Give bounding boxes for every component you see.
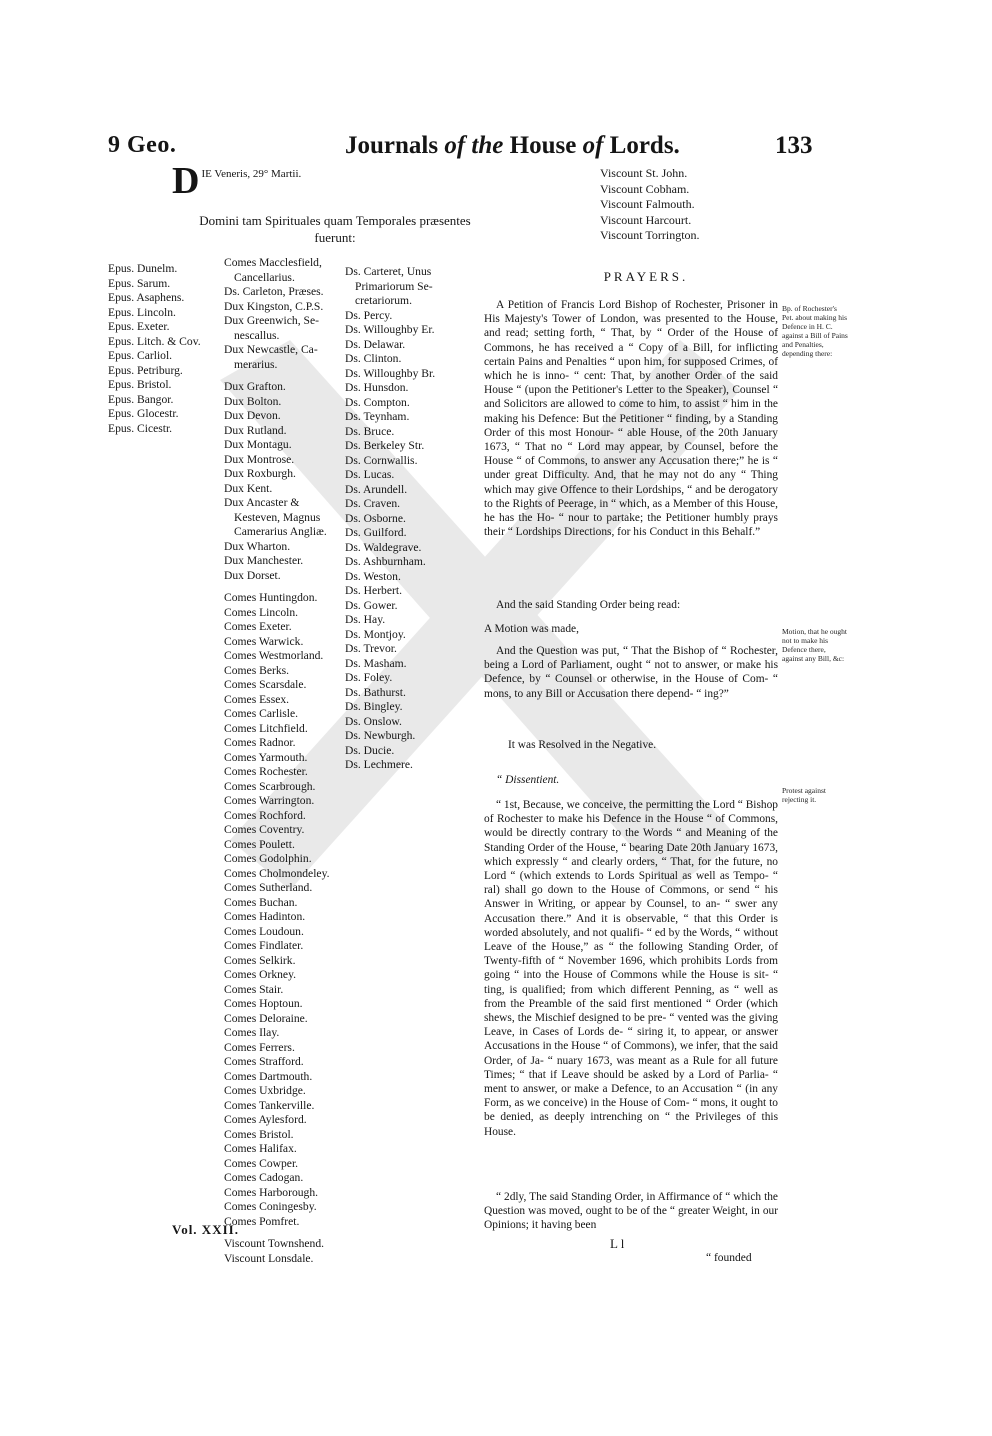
sitting-date [172,160,302,202]
list-item: Ds. Compton. [345,395,410,409]
list-item: Ds. Masham. [345,656,407,670]
list-item: Ds. Berkeley Str. [345,439,425,452]
list-item: Viscount Harcourt. [600,212,692,227]
list-item: Comes Warwick. [224,634,304,648]
list-item: Comes Rochester. [224,765,308,778]
title-word-house: House [509,132,577,159]
list-item: Comes Exeter. [224,620,292,633]
question-paragraph [484,644,778,709]
list-gap [224,372,330,380]
bishops-list [108,262,201,436]
list-item: Ds. Carleton, Præses. [224,285,324,298]
list-item: Comes Selkirk. [224,953,296,967]
list-item: Epus. Bristol. [108,378,172,391]
list-item: Comes Westmorland. [224,649,324,662]
list-item: Epus. Cicestr. [108,421,173,435]
list-item: Ds. Ashburnham. [345,555,426,568]
dukes-earls-list [224,256,330,1266]
reason-two [484,1190,778,1241]
list-item: Ds. Gower. [345,598,398,612]
list-item: Ds. Onslow. [345,714,402,728]
list-item: Comes Hoptoun. [224,997,303,1010]
list-item: Ds. Bingley. [345,700,403,713]
list-item: Ds. Carteret, Unus [345,265,432,278]
list-item: Dux Kent. [224,481,273,495]
list-item: Comes Ilay. [224,1026,280,1039]
list-item: Ds. Craven. [345,497,401,510]
list-item: Comes Stair. [224,982,284,996]
petition-paragraph [484,298,778,547]
list-item: Comes Cowper. [224,1156,299,1170]
list-item: Ds. Weston. [345,569,401,583]
list-item: Epus. Bangor. [108,392,174,406]
list-item: Viscount Torrington. [600,228,700,242]
list-item: Comes Hadinton. [224,910,306,923]
list-item: Comes Poulett. [224,837,295,851]
list-item: Comes Findlater. [224,939,304,952]
list-item: Comes Deloraine. [224,1011,308,1025]
list-item: Ds. Herbert. [345,584,402,597]
list-item: Dux Devon. [224,409,281,422]
list-item: Comes Lincoln. [224,605,299,619]
title-word-journals: Journals [345,132,439,159]
signature-mark: L l [610,1236,625,1251]
standing-order-read [484,598,778,620]
list-item: Comes Buchan. [224,895,298,909]
list-item: Comes Huntingdon. [224,591,318,604]
list-item: merarius. [234,357,278,371]
list-item: Comes Coventry. [224,823,305,836]
list-item: Comes Warrington. [224,794,315,807]
list-item: Comes Strafford. [224,1055,304,1068]
list-item: Comes Scarsdale. [224,678,307,691]
margin-note-protest: Protest against rejecting it. [782,786,826,804]
drop-cap: D [172,160,200,202]
standing-order-read-text: And the said Standing Order being read: [496,599,681,611]
list-item: Ds. Foley. [345,671,393,684]
question-text: And the Question was put, “ That the Bishop of “ Rochester, being a Lord of Parliament, ought “ not to answer, or make his Defence, by “ Counsel or otherwise, in the House of Com- “ mons, to any Bill or Accusation there depend- “ ing?” [484,645,778,700]
running-head-title [345,132,680,160]
prayers-heading: PRAYERS. [603,269,689,284]
list-item: Ds. Delawar. [345,337,406,351]
list-item: Ds. Waldegrave. [345,540,422,554]
list-item: Epus. Petriburg. [108,363,183,377]
barons-list [345,265,435,773]
list-item: Ds. Willoughby Br. [345,366,436,380]
list-item: Viscount St. John. [600,166,688,180]
list-item: Epus. Carliol. [108,349,173,362]
list-item: Comes Litchfield. [224,721,308,735]
list-item: Comes Orkney. [224,968,297,981]
list-item: Comes Tankerville. [224,1098,315,1112]
list-item: Camerarius Angliæ. [234,525,327,538]
list-item: Kesteven, Magnus [234,510,321,524]
resolved-text: It was Resolved in the Negative. [508,739,657,751]
list-item: Epus. Exeter. [108,320,170,333]
list-item: Ds. Osborne. [345,511,406,525]
list-item: Dux Rutland. [224,423,287,437]
page-number: 133 [775,132,813,159]
list-item: Dux Kingston, C.P.S. [224,299,324,313]
list-item: Primariorum Se- [355,279,433,293]
list-item: Comes Radnor. [224,736,296,749]
list-item: Dux Grafton. [224,380,286,393]
list-item: Dux Dorset. [224,568,281,582]
list-item: Comes Cadogan. [224,1171,304,1184]
list-gap [224,1229,330,1237]
list-item: Dux Newcastle, Ca- [224,343,318,356]
resolved-line [484,738,778,760]
list-item: Epus. Dunelm. [108,262,178,275]
list-item: Ds. Lechmere. [345,758,413,771]
title-word-of-the: of the [444,132,504,159]
list-item: Ds. Clinton. [345,352,402,365]
list-item: Comes Scarbrough. [224,779,316,793]
list-item: Ds. Hunsdon. [345,381,409,394]
title-word-of: of [582,132,604,159]
list-item: Epus. Sarum. [108,276,171,290]
list-item: Dux Ancaster & [224,496,300,509]
list-item: Viscount Falmouth. [600,197,695,211]
list-item: Comes Yarmouth. [224,750,308,764]
list-item: Ds. Willoughby Er. [345,323,435,336]
list-item: Ds. Hay. [345,613,386,626]
list-item: Comes Sutherland. [224,881,313,894]
dissentient-text: “ Dissentient. [496,774,560,786]
catchword: “ founded [706,1252,752,1264]
list-item: Epus. Asaphens. [108,291,185,304]
present-heading: Domini tam Spirituales quam Temporales præsentes fuerunt: [199,213,471,245]
list-item: Comes Dartmouth. [224,1069,313,1083]
list-item: Viscount Townshend. [224,1237,325,1250]
list-item: Ds. Bruce. [345,424,395,438]
list-item: Ds. Guilford. [345,526,407,539]
list-item: Comes Coningesby. [224,1200,317,1213]
list-item: Comes Berks. [224,663,290,677]
list-item: Ds. Teynham. [345,410,410,423]
list-item: Ds. Arundell. [345,482,408,496]
list-item: Ds. Newburgh. [345,729,416,742]
list-item: cretariorum. [355,294,412,307]
list-item: Ds. Percy. [345,308,393,322]
motion-text: A Motion was made, [484,623,579,635]
list-item: Comes Loudoun. [224,924,304,938]
list-item: Epus. Glocestr. [108,407,179,420]
margin-note-petition: Bp. of Rochester's Pet. about making his Defence in H. C. against a Bill of Pains and Penalties, depending there: [782,304,848,358]
list-item: Dux Wharton. [224,539,291,553]
list-item: Comes Essex. [224,692,290,706]
list-item: Epus. Litch. & Cov. [108,334,201,348]
list-item: Viscount Lonsdale. [224,1251,314,1265]
petition-text: A Petition of Francis Lord Bishop of Rochester, Prisoner in His Majesty's Tower of London, was presented to the House, and read; setting forth, “ That, by “ Order of the House of Commons, he has received a “ Copy of a Bill, for inflicting certain Pains and Penalties “ upon him, for supposed Crimes, of which he is inno- “ cent: That, by another Order of the said House “ (upon the Petitioner's Letter to the Speaker), Counsel “ and Solicitors are allowed to come to him, to assist “ him in the making his Defence: But the Petitioner “ finding, by a Standing Order of this most Honour- “ able House, of the 20th January 1673, “ That no “ Lord may appear, by Counsel, before the House “ of Commons, to answer any Accusation there;” he is “ under great Difficulty. And, that he may not do any “ Thing which may give Offence to their Lordships, “ and be derogatory to the Rights of Peerage, in “ which, as a Member of this House, he has the Ho- “ nour to partake; the Petitioner humbly prays their “ Lordships Directions, for his Conduct in this Behalf.” [484,299,778,539]
list-item: Ds. Montjoy. [345,627,406,641]
list-item: Ds. Cornwallis. [345,453,418,467]
list-item: Comes Godolphin. [224,852,312,865]
list-item: Epus. Lincoln. [108,305,176,319]
list-item: Comes Carlisle. [224,707,299,720]
reason-one [484,798,778,1147]
list-item: nescallus. [234,328,280,342]
dissentient-heading [484,773,778,795]
list-item: Viscount Cobham. [600,181,690,196]
list-item: Comes Uxbridge. [224,1084,306,1097]
list-gap [224,583,330,591]
list-item: Comes Bristol. [224,1127,294,1141]
list-item: Comes Rochford. [224,808,306,822]
list-item: Dux Bolton. [224,394,282,408]
running-head-regnal-year: 9 Geo. [108,132,177,158]
list-item: Ds. Trevor. [345,642,397,655]
list-item: Comes Pomfret. [224,1214,300,1228]
list-item: Dux Montrose. [224,452,295,466]
reason-two-text: “ 2dly, The said Standing Order, in Affirmance of “ which the Question was moved, ought to be of the “ greater Weight, in our Opinions; it having been [484,1191,778,1232]
list-item: Comes Cholmondeley. [224,866,330,880]
motion-line [484,622,778,644]
list-item: Comes Halifax. [224,1142,297,1155]
list-item: Dux Roxburgh. [224,467,296,480]
list-item: Comes Ferrers. [224,1040,295,1054]
volume-label: Vol. XXII. [172,1222,239,1237]
reason-one-text: “ 1st, Because, we conceive, the permitting the Lord “ Bishop of Rochester to make his Defence in the House “ of Commons, would be directly contrary to the Words “ and Meaning of the Standing Order of the House, “ bearing Date 20th January 1673, which expressly “ and clearly orders, “ That, for the future, no Lord “ (which extends to Lords Spiritual as well as Tempo- “ ral) shall go down to the House of Commons, or send “ his Answer in Writing, or appear by Counsel, to an- “ swer any Accusation there.” And it is observable, “ that this Order is worded absolutely, and not qualifi- “ ed by the Words, “ without Leave of the House,” as “ the following Standing Order, of Twenty-fifth of “ November 1696, which prohibits Lords from going “ into the House of Commons while the House is sit- “ ting, is qualified; from which different Penning, as “ well as from the Preamble of the said first mentioned “ Order (which shews, the Mischief designed to be pre- “ vented was the giving Leave, in Cases of Lords de- “ siring it, to appear, or answer Accusations in the House “ of Commons), we infer, that the said Order, of Ja- “ nuary 1673, was meant as a Rule for all future Times; “ that if Leave should be asked by a Lord of Parlia- “ ment to answer, or make a Defence, to an Accusation “ (in any Form, as we conceive) in the House of Com- “ mons, it ought to be denied, as deeply intrenching on “ the Privileges of this House. [484,799,778,1138]
list-item: Comes Harborough. [224,1185,319,1199]
list-item: Ds. Lucas. [345,468,395,481]
list-item: Comes Aylesford. [224,1113,307,1126]
list-item: Dux Greenwich, Se- [224,314,319,327]
sitting-date-text: IE Veneris, 29° Martii. [201,168,302,180]
list-item: Dux Montagu. [224,438,292,451]
list-item: Dux Manchester. [224,554,304,567]
list-item: Ds. Ducie. [345,743,395,757]
viscounts-right-list [600,166,700,244]
margin-note-motion: Motion, that he ought not to make his Defence there, against any Bill, &c: [782,627,847,663]
title-word-lords: Lords. [609,132,680,159]
list-item: Cancellarius. [234,270,295,284]
list-item: Comes Macclesfield, [224,256,322,269]
list-item: Ds. Bathurst. [345,685,406,699]
